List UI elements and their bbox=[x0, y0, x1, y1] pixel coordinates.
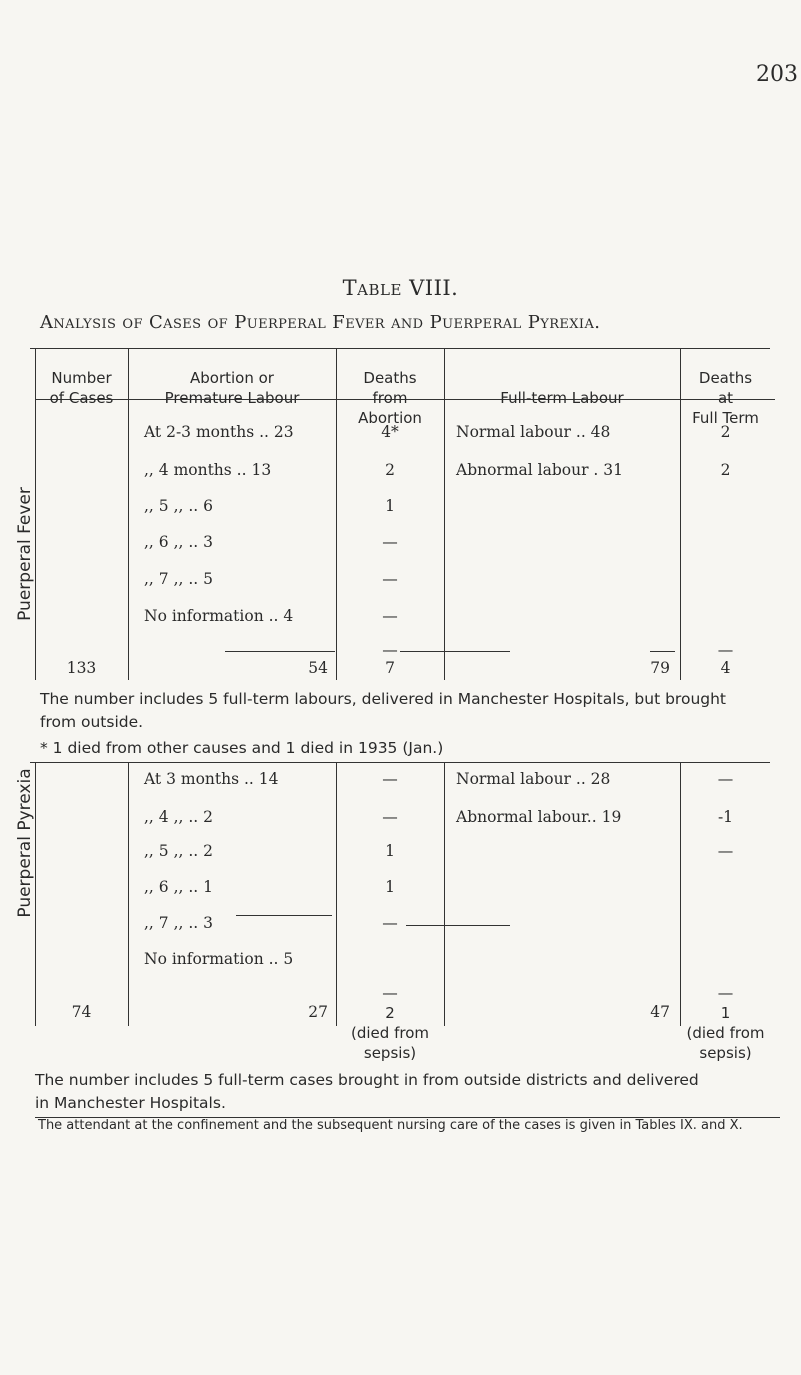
pyrexia-abortion-row: ,, 6 ,, .. 1 bbox=[144, 878, 213, 896]
pyrexia-abortion-row: No information .. 5 bbox=[144, 950, 294, 968]
pyrexia-deaths-abortion-cell: — bbox=[382, 770, 398, 788]
pyrexia-full-term-row: Normal labour .. 28 bbox=[456, 770, 611, 788]
footer-note: The attendant at the confinement and the subsequent nursing care of the cases is given in Tables IX. and X. bbox=[38, 1118, 743, 1133]
fever-deaths-abortion-cell: 2 bbox=[385, 461, 395, 479]
rule bbox=[236, 915, 332, 916]
header-full-term-labour: Full-term Labour bbox=[500, 389, 624, 407]
fever-full-term-row: Normal labour .. 48 bbox=[456, 423, 611, 441]
pyrexia-total-full-term: 47 bbox=[650, 1003, 670, 1021]
fever-abortion-row: ,, 6 ,, .. 3 bbox=[144, 533, 213, 551]
column-rule bbox=[35, 762, 36, 1026]
rule bbox=[225, 651, 335, 652]
pyrexia-abortion-row: At 3 months .. 14 bbox=[144, 770, 279, 788]
rule bbox=[30, 762, 770, 763]
fever-total-deaths-full-term: 4 bbox=[720, 659, 731, 677]
fever-total-full-term: 79 bbox=[650, 659, 670, 677]
pyrexia-total-deaths-abortion: 2 (died from sepsis) bbox=[351, 1004, 429, 1062]
pyrexia-deaths-full-term-cell: -1 bbox=[717, 808, 734, 826]
fever-total-abortion: 54 bbox=[308, 659, 328, 677]
fever-abortion-row: ,, 4 months .. 13 bbox=[144, 461, 272, 479]
fever-deaths-abortion-cell: — bbox=[382, 570, 398, 588]
header-deaths-at-full-term: Deaths at Full Term bbox=[692, 369, 759, 427]
fever-note: The number includes 5 full-term labours, delivered in Manchester Hospitals, but brought bbox=[40, 690, 727, 708]
pyrexia-deaths-full-term-cell: — bbox=[717, 770, 734, 788]
pyrexia-deaths-abortion-cell: — bbox=[382, 914, 398, 932]
fever-deaths-full-term-cell: 2 bbox=[720, 423, 731, 441]
rule bbox=[650, 651, 675, 652]
pyrexia-total-cases: 74 bbox=[71, 1003, 92, 1021]
fever-abortion-row: ,, 5 ,, .. 6 bbox=[144, 497, 213, 515]
pyrexia-full-term-row: Abnormal labour.. 19 bbox=[456, 808, 622, 826]
pyrexia-deaths-abortion-cell: — bbox=[382, 808, 398, 826]
fever-total-rule-dash: — bbox=[382, 641, 398, 659]
pyrexia-deaths-full-term-cell: — bbox=[717, 842, 734, 860]
page-number: 203 bbox=[756, 62, 798, 87]
pyrexia-abortion-row: ,, 5 ,, .. 2 bbox=[144, 842, 213, 860]
pyrexia-note: The number includes 5 full-term cases brought in from outside districts and delivered bbox=[35, 1071, 699, 1089]
header-abortion: Abortion or Premature Labour bbox=[164, 369, 300, 407]
header-number-of-cases: Number of Cases bbox=[49, 369, 114, 407]
column-rule bbox=[128, 762, 129, 1026]
pyrexia-total-rule-dash: — bbox=[717, 984, 734, 1002]
section-label-puerperal-fever: Puerperal Fever bbox=[15, 487, 35, 621]
pyrexia-total-deaths-full-term: 1 (died from sepsis) bbox=[686, 1004, 765, 1062]
pyrexia-deaths-abortion-cell: 1 bbox=[385, 842, 395, 860]
table-subtitle: Analysis of Cases of Puerperal Fever and Puerperal Pyrexia. bbox=[40, 312, 601, 333]
fever-total-deaths-abortion: 7 bbox=[385, 659, 395, 677]
fever-deaths-abortion-cell: 4* bbox=[381, 423, 399, 441]
rule bbox=[30, 348, 770, 349]
pyrexia-abortion-row: ,, 4 ,, .. 2 bbox=[144, 808, 213, 826]
fever-deaths-abortion-cell: — bbox=[382, 607, 398, 625]
pyrexia-note: in Manchester Hospitals. bbox=[35, 1094, 226, 1112]
pyrexia-abortion-row: ,, 7 ,, .. 3 bbox=[144, 914, 213, 932]
fever-deaths-abortion-cell: 1 bbox=[385, 497, 395, 515]
fever-abortion-row: No information .. 4 bbox=[144, 607, 294, 625]
fever-footnote: * 1 died from other causes and 1 died in 1935 (Jan.) bbox=[40, 739, 444, 757]
fever-note: from outside. bbox=[40, 713, 144, 731]
fever-deaths-full-term-cell: 2 bbox=[720, 461, 731, 479]
section-label-puerperal-pyrexia: Puerperal Pyrexia bbox=[15, 768, 35, 918]
fever-deaths-abortion-cell: — bbox=[382, 533, 398, 551]
fever-total-cases: 133 bbox=[66, 659, 97, 677]
pyrexia-total-abortion: 27 bbox=[308, 1003, 328, 1021]
fever-full-term-row: Abnormal labour . 31 bbox=[456, 461, 624, 479]
column-rule bbox=[444, 762, 445, 1026]
fever-total-rule-dash: — bbox=[717, 641, 734, 659]
fever-abortion-row: ,, 7 ,, .. 5 bbox=[144, 570, 213, 588]
pyrexia-total-rule-dash: — bbox=[382, 984, 398, 1002]
header-deaths-from-abortion: Deaths from Abortion bbox=[358, 369, 422, 427]
fever-abortion-row: At 2-3 months .. 23 bbox=[144, 423, 294, 441]
table-title: Table VIII. bbox=[342, 276, 459, 300]
pyrexia-deaths-abortion-cell: 1 bbox=[385, 878, 395, 896]
